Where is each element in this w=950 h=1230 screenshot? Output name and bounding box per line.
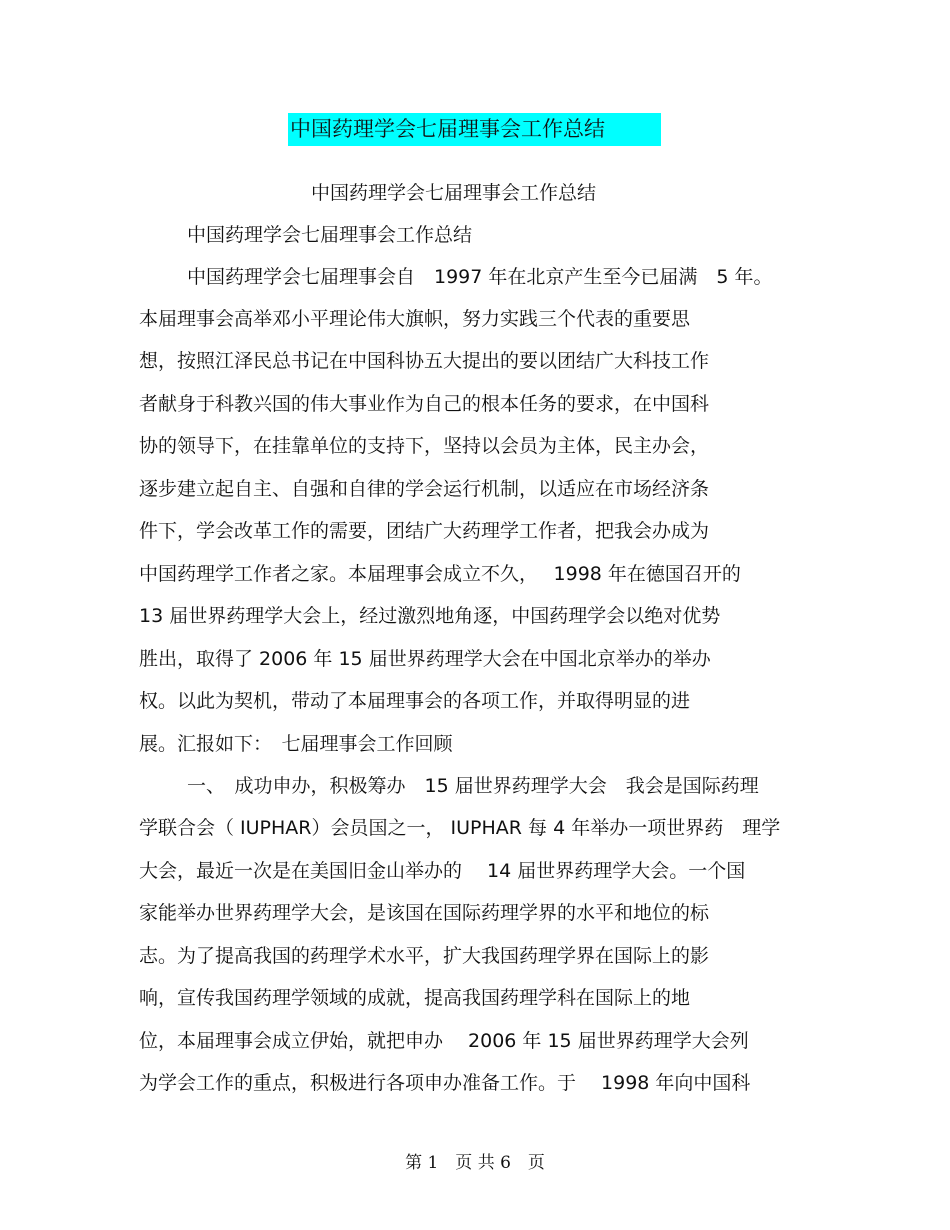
paragraph-line: 中国药理学会七届理事会自 1997 年在北京产生至今已届满 5 年。: [187, 266, 773, 288]
section-heading-line: 一、 成功申办，积极筹办 15 届世界药理学大会 我会是国际药理: [187, 775, 759, 797]
paragraph-line: 位，本届理事会成立伊始，就把申办 2006 年 15 届世界药理学大会列: [139, 1030, 749, 1052]
paragraph-line: 展。汇报如下： 七届理事会工作回顾: [139, 733, 453, 755]
document-subtitle: 中国药理学会七届理事会工作总结: [311, 182, 597, 204]
paragraph-line: 协的领导下，在挂靠单位的支持下，坚持以会员为主体，民主办会，: [139, 435, 710, 457]
paragraph-line: 权。以此为契机，带动了本届理事会的各项工作，并取得明显的进: [139, 690, 691, 712]
paragraph-line: 家能举办世界药理学大会，是该国在国际药理学界的水平和地位的标: [139, 902, 710, 924]
paragraph-line: 中国药理学工作者之家。本届理事会成立不久， 1998 年在德国召开的: [139, 563, 741, 585]
paragraph-line: 响，宣传我国药理学领域的成就，提高我国药理学科在国际上的地: [139, 987, 691, 1009]
document-heading: 中国药理学会七届理事会工作总结: [187, 224, 473, 246]
paragraph-line: 学联合会（ IUPHAR）会员国之一， IUPHAR 每 4 年举办一项世界药 理学: [139, 817, 781, 839]
document-header-title: 中国药理学会七届理事会工作总结: [288, 113, 661, 146]
paragraph-line: 件下，学会改革工作的需要，团结广大药理学工作者，把我会办成为: [139, 520, 710, 542]
paragraph-line: 想，按照江泽民总书记在中国科协五大提出的要以团结广大科技工作: [139, 350, 710, 372]
paragraph-line: 志。为了提高我国的药理学术水平，扩大我国药理学界在国际上的影: [139, 945, 710, 967]
paragraph-line: 本届理事会高举邓小平理论伟大旗帜，努力实践三个代表的重要思: [139, 308, 691, 330]
paragraph-line: 大会，最近一次是在美国旧金山举办的 14 届世界药理学大会。一个国: [139, 860, 746, 882]
paragraph-line: 为学会工作的重点，积极进行各项申办准备工作。于 1998 年向中国科: [139, 1072, 751, 1094]
paragraph-line: 胜出，取得了 2006 年 15 届世界药理学大会在中国北京举办的举办: [139, 648, 711, 670]
page-number-footer: 第 1 页 共 6 页: [405, 1153, 545, 1173]
paragraph-line: 者献身于科教兴国的伟大事业作为自己的根本任务的要求，在中国科: [139, 393, 710, 415]
paragraph-line: 13 届世界药理学大会上，经过激烈地角逐，中国药理学会以绝对优势: [139, 605, 721, 627]
paragraph-line: 逐步建立起自主、自强和自律的学会运行机制，以适应在市场经济条: [139, 478, 710, 500]
